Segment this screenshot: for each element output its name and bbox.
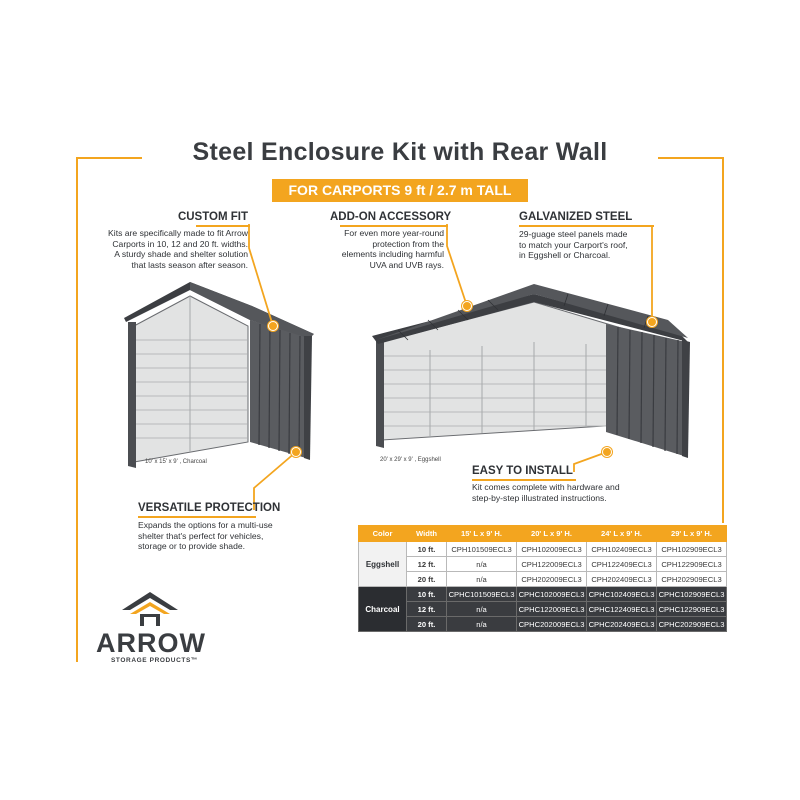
custom-fit-line: Kits are specifically made to fit Arrow: [108, 228, 248, 238]
width-cell: 10 ft.: [407, 587, 447, 602]
callout-dot-easy-install: [602, 447, 612, 457]
sku-cell: CPH102409ECL3: [587, 542, 657, 557]
sku-cell: n/a: [447, 557, 517, 572]
sku-cell: CPH202409ECL3: [587, 572, 657, 587]
sku-cell: CPHC102409ECL3: [587, 587, 657, 602]
add-on-line: protection from the: [372, 238, 444, 249]
callout-dot-add-on: [462, 301, 472, 311]
custom-fit-line: A sturdy shade and shelter solution: [114, 249, 248, 260]
sku-cell: CPH122409ECL3: [587, 557, 657, 572]
sku-cell: CPH202009ECL3: [517, 572, 587, 587]
sku-cell: CPH102909ECL3: [657, 542, 727, 557]
sku-cell: CPH122009ECL3: [517, 557, 587, 572]
table-header: 24' L x 9' H.: [587, 526, 657, 542]
sku-cell: CPHC101509ECL3: [447, 587, 517, 602]
easy-install-line: step-by-step illustrated instructions.: [472, 492, 607, 503]
arrow-logo-wordmark: ARROW: [96, 628, 206, 658]
sku-cell: CPHC122009ECL3: [517, 602, 587, 617]
table-row: [359, 617, 727, 632]
sku-cell: n/a: [447, 617, 517, 632]
galvanized-line: to match your Carport's roof,: [519, 239, 628, 250]
carport-caption-left: 10' x 15' x 9' , Charcoal: [145, 459, 207, 465]
sku-cell: CPHC202909ECL3: [657, 617, 727, 632]
table-row: [359, 587, 727, 602]
easy-install-heading: EASY TO INSTALL: [472, 465, 573, 477]
callout-dot-custom-fit: [268, 321, 278, 331]
custom-fit-heading: CUSTOM FIT: [177, 211, 248, 223]
sku-cell: CPHC202009ECL3: [517, 617, 587, 632]
table-row: [359, 602, 727, 617]
easy-install-underline: [472, 479, 576, 481]
table-row: [359, 542, 727, 557]
table-row: [359, 572, 727, 587]
width-cell: 20 ft.: [407, 617, 447, 632]
page-title: Steel Enclosure Kit with Rear Wall: [192, 138, 608, 166]
arrow-logo-icon: [118, 588, 182, 628]
add-on-underline: [340, 225, 448, 227]
color-cell-charcoal: Charcoal: [359, 587, 407, 632]
sku-cell: CPH202909ECL3: [657, 572, 727, 587]
add-on-line: For even more year-round: [344, 228, 444, 238]
versatile-line: shelter that's perfect for vehicles,: [138, 530, 264, 541]
table-header: 15' L x 9' H.: [447, 526, 517, 542]
width-cell: 12 ft.: [407, 557, 447, 572]
sku-cell: CPHC102009ECL3: [517, 587, 587, 602]
easy-install-text: [472, 482, 652, 503]
custom-fit-line: Carports in 10, 12 and 20 ft. widths.: [112, 238, 248, 249]
callout-dot-galvanized: [647, 317, 657, 327]
versatile-text: [138, 520, 298, 552]
add-on-text: [300, 228, 444, 270]
versatile-heading: VERSATILE PROTECTION: [138, 502, 281, 514]
subtitle-banner: FOR CARPORTS 9 ft / 2.7 m TALL: [272, 179, 528, 202]
versatile-underline: [138, 516, 256, 518]
sku-cell: CPHC122409ECL3: [587, 602, 657, 617]
versatile-line: storage or to provide shade.: [138, 541, 246, 552]
sku-cell: CPH101509ECL3: [447, 542, 517, 557]
add-on-line: elements including harmful: [341, 249, 444, 260]
width-cell: 12 ft.: [407, 602, 447, 617]
spec-table: [358, 525, 727, 632]
galvanized-underline: [519, 225, 654, 227]
table-header: Color: [359, 526, 407, 542]
callout-dot-versatile: [291, 447, 301, 457]
table-header: Width: [407, 526, 447, 542]
sku-cell: CPH102009ECL3: [517, 542, 587, 557]
sku-cell: CPH122909ECL3: [657, 557, 727, 572]
width-cell: 10 ft.: [407, 542, 447, 557]
custom-fit-line: that lasts season after season.: [131, 259, 248, 270]
sku-cell: n/a: [447, 602, 517, 617]
custom-fit-text: [84, 228, 248, 270]
table-row: [359, 557, 727, 572]
arrow-logo-tagline: STORAGE PRODUCTS™: [111, 657, 199, 664]
table-header: 29' L x 9' H.: [657, 526, 727, 542]
add-on-line: UVA and UVB rays.: [369, 259, 444, 270]
sku-cell: n/a: [447, 572, 517, 587]
sku-cell: CPHC102909ECL3: [657, 587, 727, 602]
galvanized-text: [519, 229, 659, 261]
table-header-row: [359, 526, 727, 542]
galvanized-line: in Eggshell or Charcoal.: [519, 250, 611, 261]
sku-cell: CPHC122909ECL3: [657, 602, 727, 617]
custom-fit-underline: [196, 225, 250, 227]
easy-install-line: Kit comes complete with hardware and: [472, 482, 620, 492]
width-cell: 20 ft.: [407, 572, 447, 587]
table-header: 20' L x 9' H.: [517, 526, 587, 542]
carport-caption-right: 20' x 29' x 9' , Eggshell: [380, 457, 441, 463]
galvanized-line: 29-guage steel panels made: [519, 229, 628, 239]
color-cell-eggshell: Eggshell: [359, 542, 407, 587]
galvanized-heading: GALVANIZED STEEL: [519, 211, 633, 223]
versatile-line: Expands the options for a multi-use: [138, 520, 273, 530]
sku-cell: CPHC202409ECL3: [587, 617, 657, 632]
add-on-heading: ADD-ON ACCESSORY: [330, 211, 452, 223]
